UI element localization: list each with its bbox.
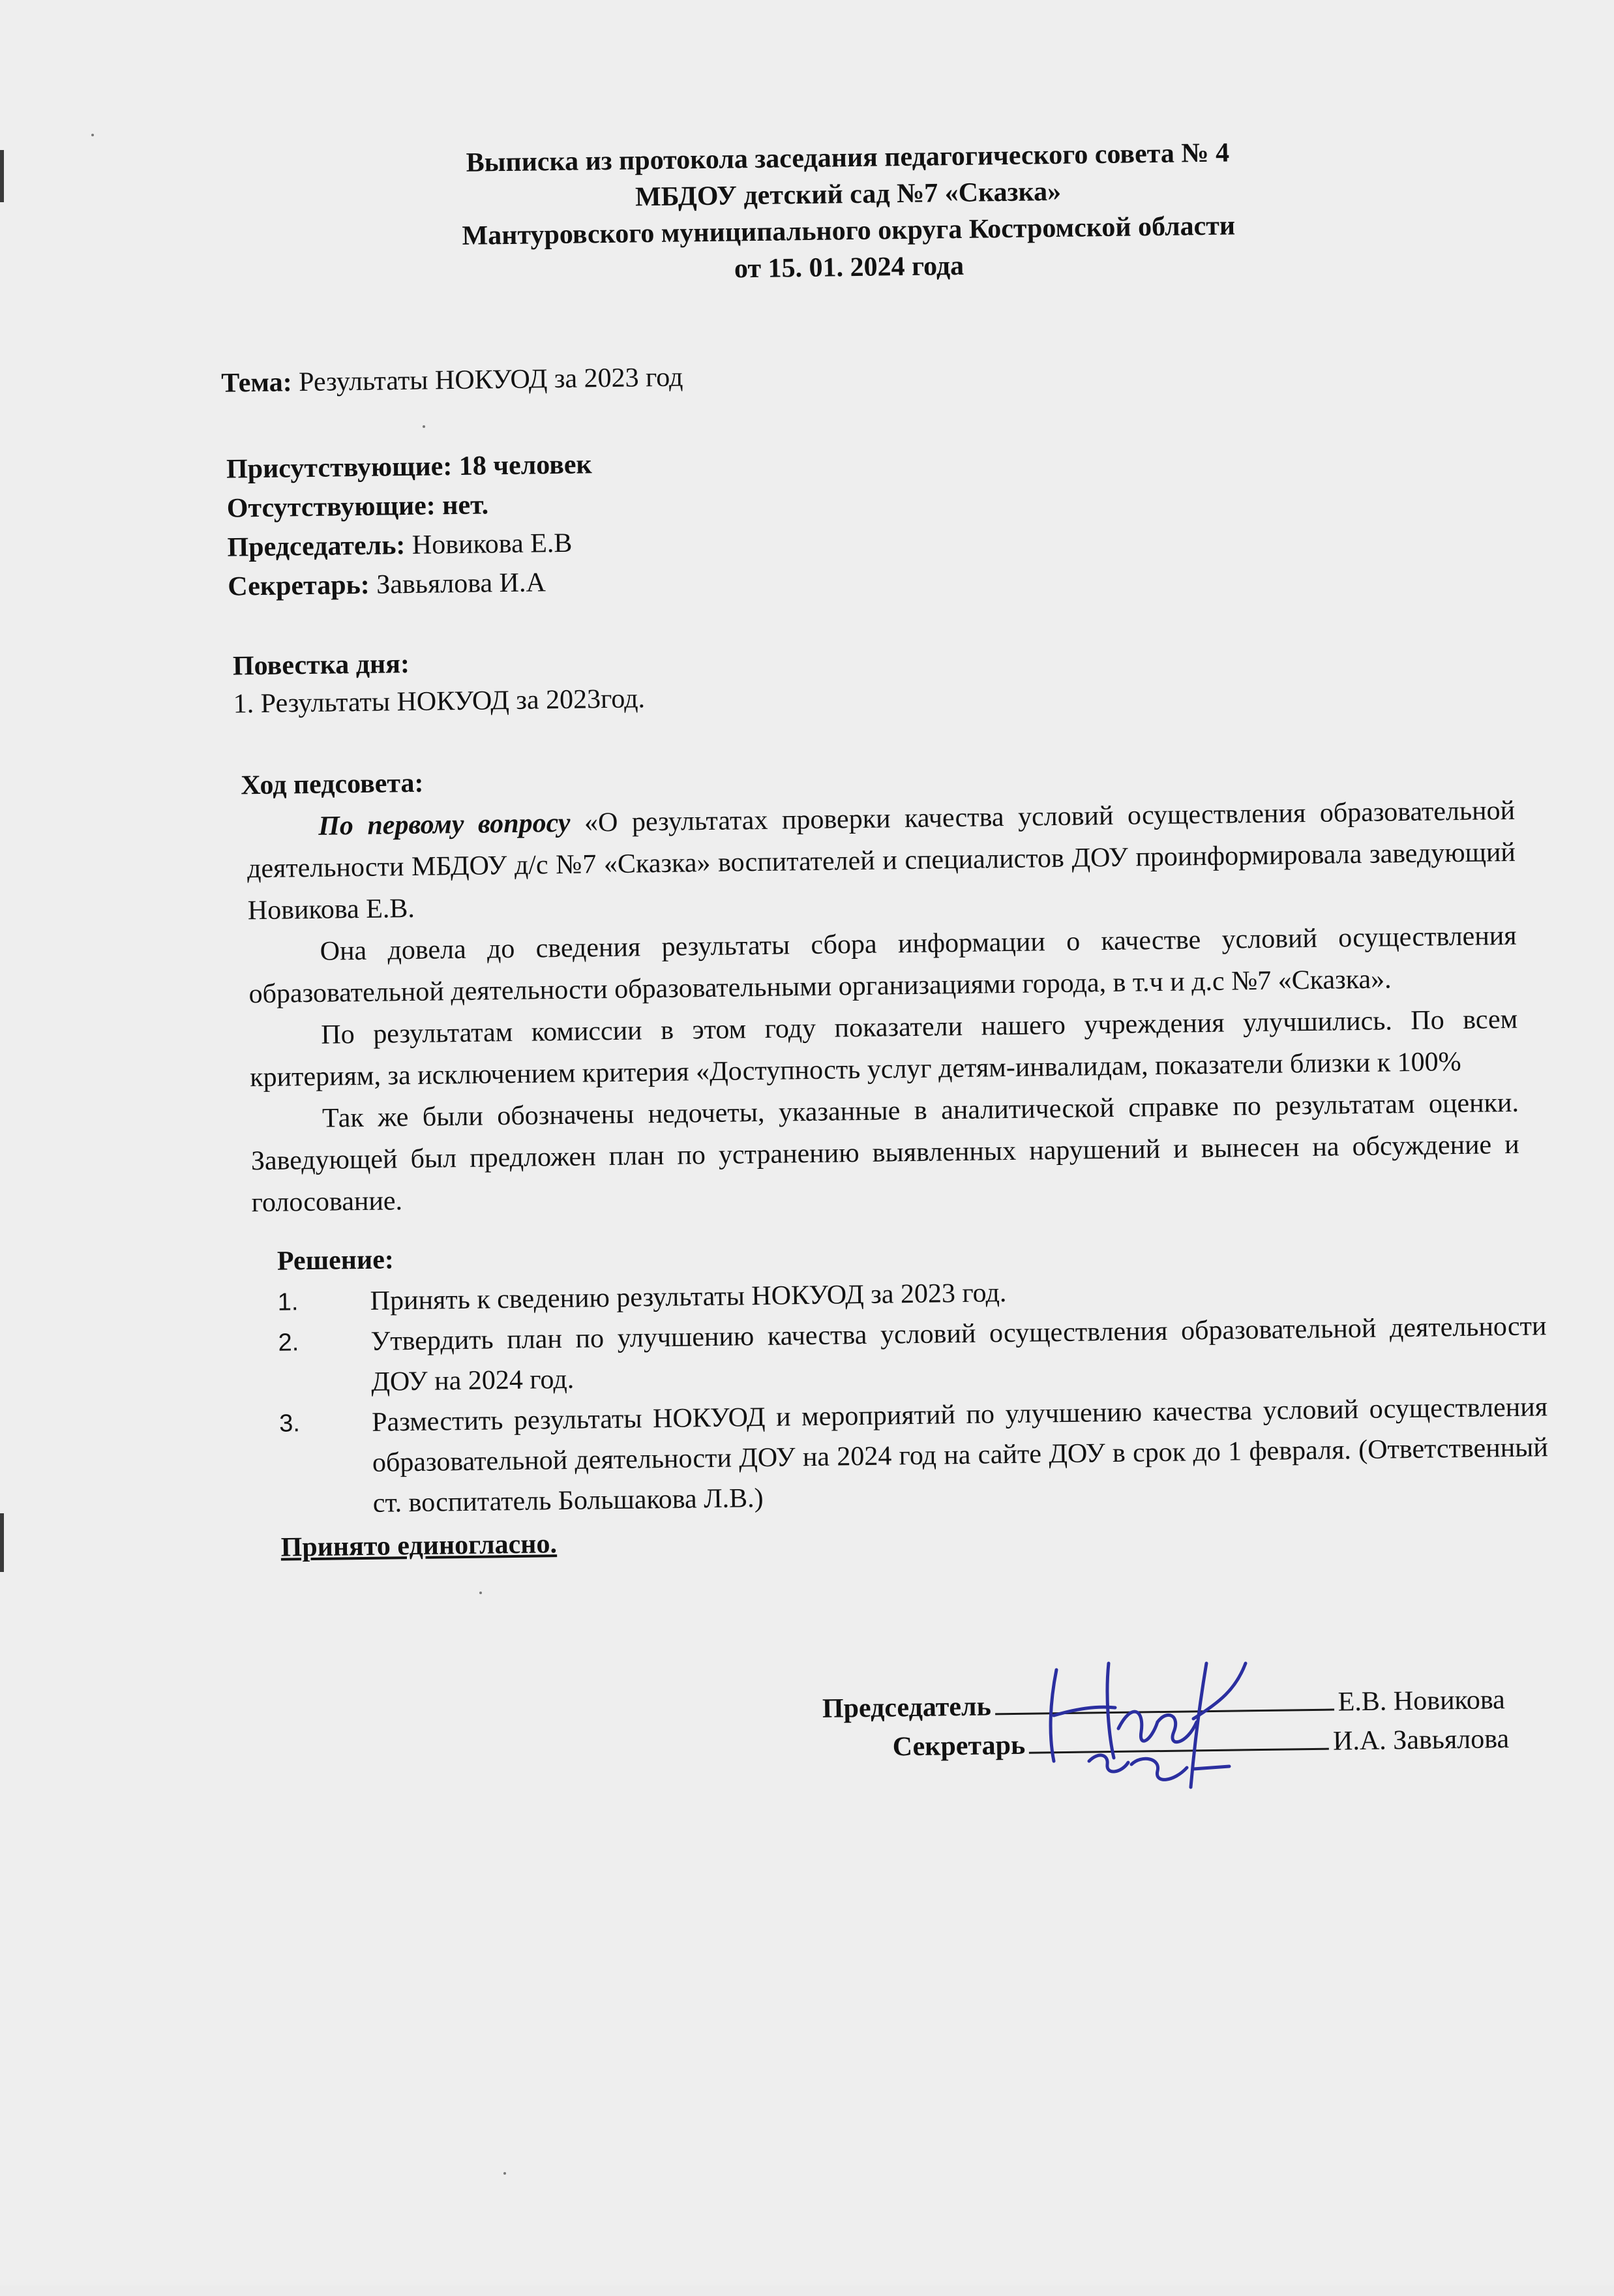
header-date: от 15. 01. 2024 года (734, 250, 964, 284)
present-line (226, 446, 592, 487)
proceedings-body (247, 790, 1520, 1224)
decision-result: Принято единогласно. (280, 1529, 558, 1563)
decision-label-line (277, 1241, 395, 1279)
decision-text: Принять к сведению результаты НОКУОД за 2023 год. (370, 1278, 1007, 1316)
secretary-label: Секретарь: (228, 569, 370, 602)
agenda-label: Повестка дня: (232, 648, 410, 682)
decision-number: 1. (277, 1288, 299, 1316)
proceedings-paragraph-4: Так же были обозначены недочеты, указанные в аналитической справке по результатам оценки. Заведующей был предложен план по устранению выявленных нарушений и вынесен на обсуждение и голосование. (250, 1087, 1520, 1218)
secretary-signature-role: Секретарь (892, 1730, 1026, 1762)
header-institution: МБДОУ детский сад №7 «Сказка» (635, 176, 1062, 213)
handwritten-signature (1011, 1624, 1285, 1807)
decision-number: 2. (278, 1329, 299, 1357)
secretary-signature-name: И.А. Завьялова (1332, 1724, 1510, 1757)
decision-number: 3. (278, 1410, 301, 1438)
chair-line (227, 525, 572, 566)
decision-text: Разместить результаты НОКУОД и мероприятий по улучшению качества условий осуществления образовательной деятельности ДОУ на 2024 год на сайте ДОУ в срок до 1 февраля. (Ответственный ст. воспитатель Большакова Л.В.) (371, 1392, 1549, 1518)
topic-line (221, 359, 683, 401)
chair-signature-name: Е.В. Новикова (1338, 1685, 1505, 1717)
proceedings-paragraph-3: По результатам комиссии в этом году показатели нашего учреждения улучшились. По всем критериям, за исключением критерия «Доступность услуг детям-инвалидам, показатели близки к 100% (249, 1004, 1518, 1093)
absent-line (226, 487, 488, 526)
chair-value: Новикова Е.В (405, 528, 573, 561)
decision-text: Утвердить план по улучшению качества условий осуществления образовательной деятельности ДОУ на 2024 год. (370, 1311, 1547, 1397)
secretary-line (228, 564, 546, 605)
document-header (342, 133, 1355, 292)
absent-label: Отсутствующие: нет. (226, 490, 489, 524)
proceedings-paragraph-2: Она довела до сведения результаты сбора информации о качестве условий осуществления образовательной деятельности образовательными организациями города, в т.ч и д.с №7 «Сказка». (248, 920, 1517, 1010)
decision-label: Решение: (276, 1245, 395, 1276)
proceedings-label-line (241, 765, 424, 804)
agenda-label-line (233, 646, 410, 685)
scan-edge-mark (0, 1513, 4, 1572)
agenda-item-text: 1. Результаты НОКУОД за 2023год. (233, 684, 646, 719)
topic-value: Результаты НОКУОД за 2023 год (291, 362, 683, 398)
agenda-item (233, 680, 645, 722)
present-label: Присутствующие: 18 человек (226, 449, 593, 485)
decision-list (277, 1265, 1549, 1567)
decision-item (279, 1387, 1549, 1524)
header-title: Выписка из протокола заседания педагогического совета № 4 (466, 138, 1230, 178)
chair-label: Председатель: (227, 530, 406, 563)
header-district: Мантуровского муниципального округа Костромской области (462, 211, 1236, 251)
proceedings-label: Ход педсовета: (241, 768, 424, 801)
first-question-lead: По первому вопросу (318, 808, 571, 841)
chair-signature-role: Председатель (822, 1691, 992, 1724)
secretary-value: Завьялова И.А (369, 567, 546, 600)
first-question-text: «О результатах проверки качества условий осуществления образовательной деятельности МБДОУ д/с №7 «Сказка» воспитателей и специалистов ДОУ проинформировала заведующий Новикова Е.В. (247, 795, 1516, 926)
proceedings-paragraph-1 (247, 790, 1516, 931)
topic-label: Тема: (220, 367, 292, 399)
